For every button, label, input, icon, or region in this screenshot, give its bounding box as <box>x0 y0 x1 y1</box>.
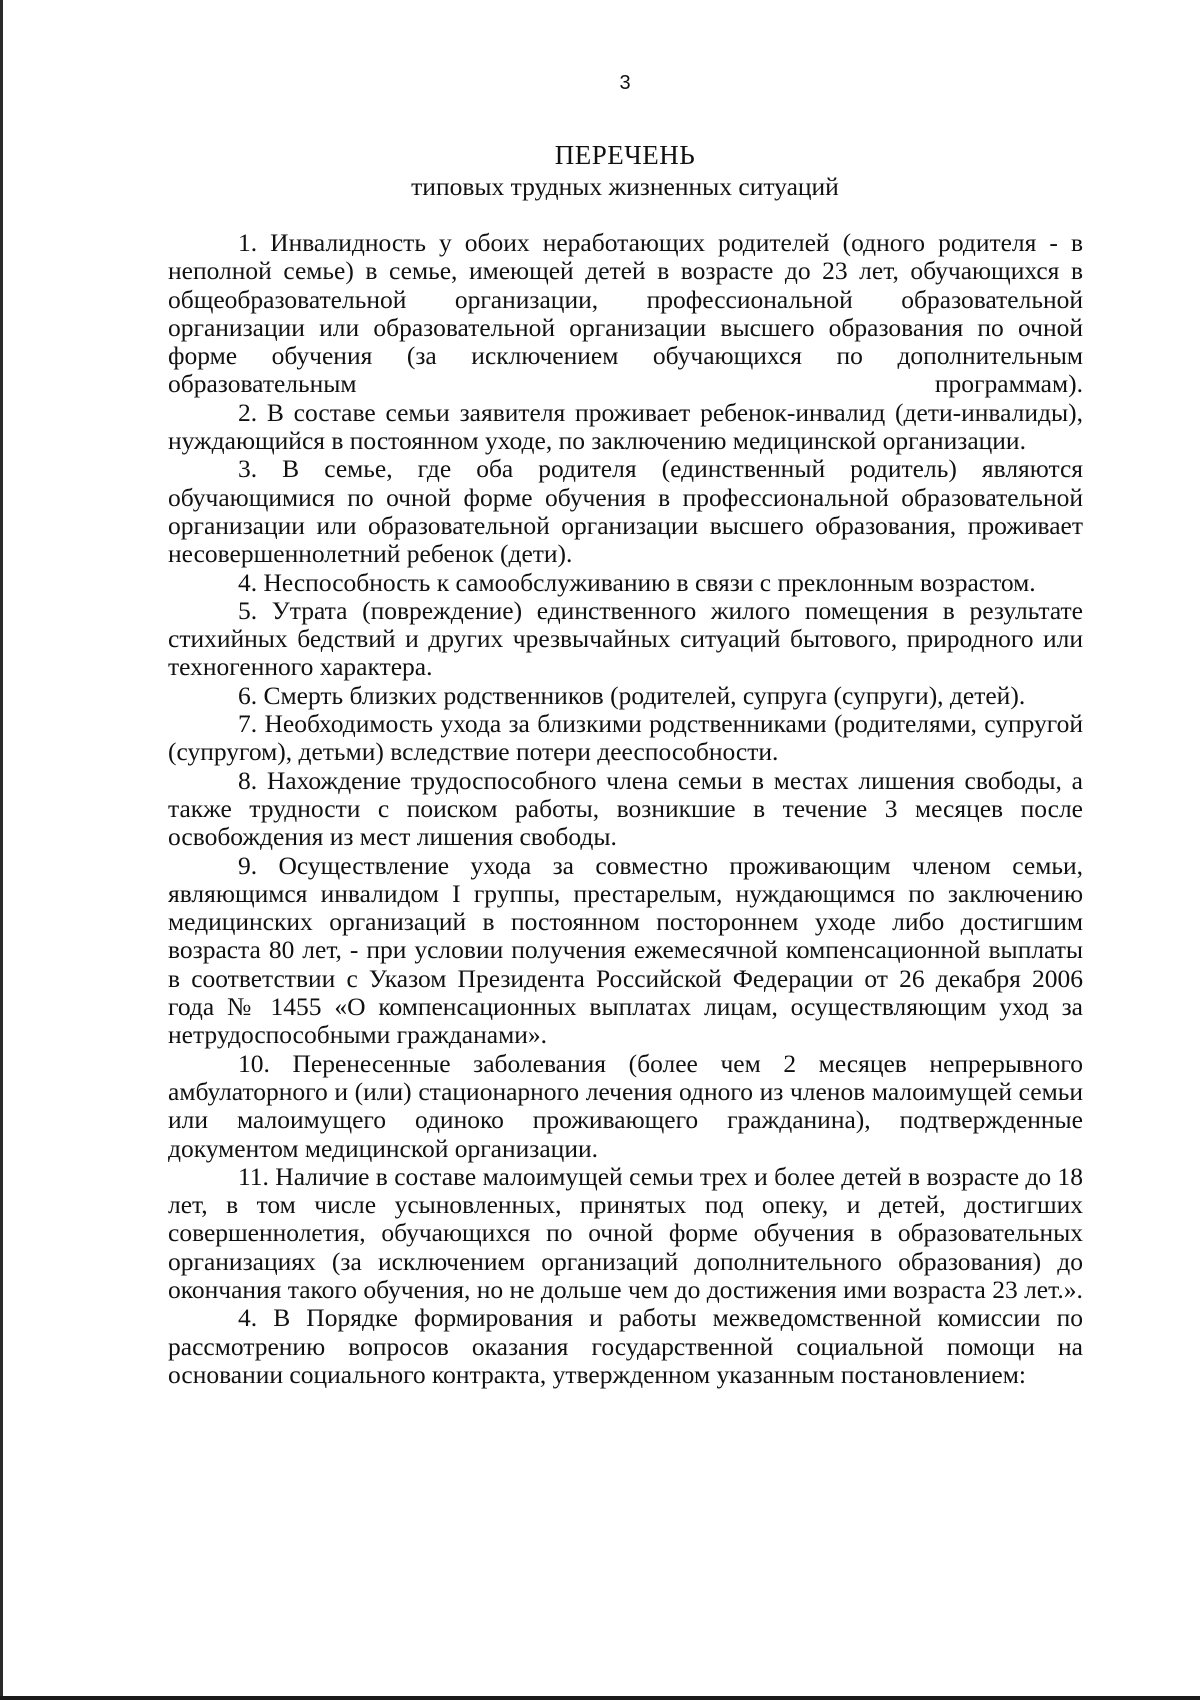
list-item-6: 6. Смерть близких родственников (родителей, супруга (супруги), детей). <box>238 680 1026 710</box>
page-number: 3 <box>619 72 631 94</box>
list-item-1: 1. Инвалидность у обоих неработающих родителей (одного родителя - в неполной семье) в семье, имеющей детей в возрасте до 23 лет, обучающихся в общеобразовательной организации, профессиональной образовательной организации или образовательной организации высшего образования по очной форме обучения (за исключением обучающихся по дополнительным образовательным программам). <box>168 228 1083 399</box>
list-item-3: 3. В семье, где оба родителя (единственный родитель) являются обучающимися по очной форме обучения в профессиональной образовательной организации или образовательной организации высшего образования, проживает несовершеннолетний ребенок (дети). <box>168 454 1083 569</box>
scan-bottom-edge <box>0 1696 1200 1700</box>
list-item-10: 10. Перенесенные заболевания (более чем 2 месяцев непрерывного амбулаторного и (или) стационарного лечения одного из членов малоимущей семьи или малоимущего одиноко проживающего гражданина), подтвержденные документом медицинской организации. <box>168 1048 1083 1163</box>
amendment-paragraph-4: 4. В Порядке формирования и работы межведомственной комиссии по рассмотрению вопросов оказания государственной социальной помощи на основании социального контракта, утвержденном указанным постановлением: <box>168 1303 1083 1389</box>
list-item-11: 11. Наличие в составе малоимущей семьи трех и более детей в возрасте до 18 лет, в том числе усыновленных, принятых под опеку, и детей, достигших совершеннолетия, обучающихся по очной форме обучения в образовательных организациях (за исключением организаций дополнительного образования) до окончания такого обучения, но не дольше чем до достижения ими возраста 23 лет.». <box>168 1161 1083 1304</box>
list-item-8: 8. Нахождение трудоспособного члена семьи в местах лишения свободы, а также трудности с поиском работы, возникшие в течение 3 месяцев после освобождения из мест лишения свободы. <box>168 765 1083 852</box>
list-item-5: 5. Утрата (повреждение) единственного жилого помещения в результате стихийных бедствий и других чрезвычайных ситуаций бытового, природного или техногенного характера. <box>168 595 1083 682</box>
document-body <box>168 229 1083 1389</box>
document-subtitle: типовых трудных жизненных ситуаций <box>411 172 839 201</box>
scan-left-edge <box>0 0 3 1700</box>
list-item-4: 4. Неспособность к самообслуживанию в связи с преклонным возрастом. <box>238 567 1036 597</box>
document-title: ПЕРЕЧЕНЬ <box>554 140 696 170</box>
list-item-7: 7. Необходимость ухода за близкими родственниками (родителями, супругой (супругом), детьми) вследствие потери дееспособности. <box>168 709 1083 767</box>
list-item-9: 9. Осуществление ухода за совместно проживающим членом семьи, являющимся инвалидом I группы, престарелым, нуждающимся по заключению медицинских организаций в постоянном постороннем уходе либо достигшим возраста 80 лет, - при условии получения ежемесячной компенсационной выплаты в соответствии с Указом Президента Российской Федерации от 26 декабря 2006 года № 1455 «О компенсационных выплатах лицам, осуществляющим уход за нетрудоспособными гражданами». <box>168 850 1083 1050</box>
list-item-2: 2. В составе семьи заявителя проживает ребенок-инвалид (дети-инвалиды), нуждающийся в постоянном уходе, по заключению медицинской организации. <box>168 397 1083 456</box>
